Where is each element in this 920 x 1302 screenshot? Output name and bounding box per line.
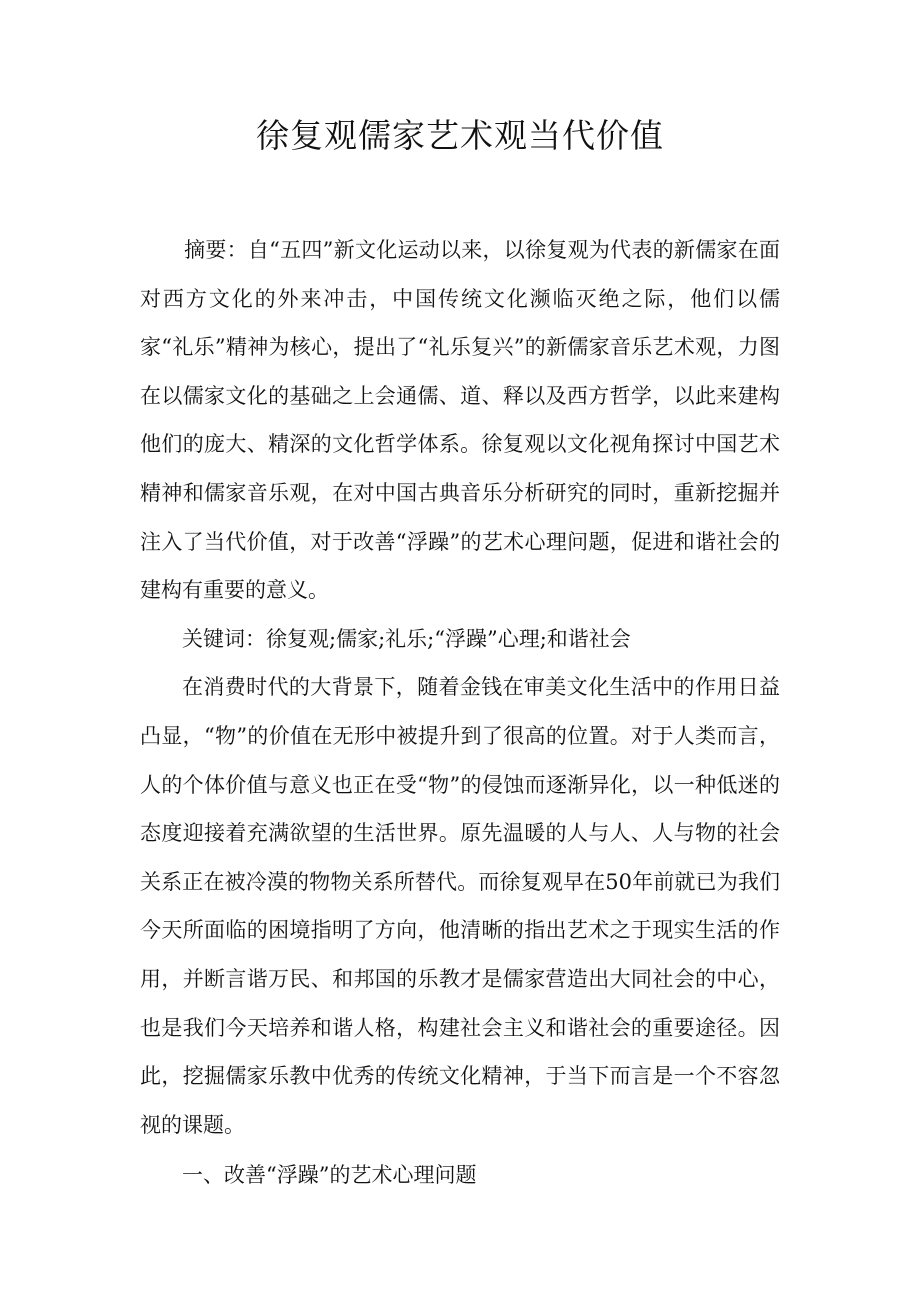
abstract-paragraph: 摘要：自“五四”新文化运动以来，以徐复观为代表的新儒家在面对西方文化的外来冲击，中国传统文化濒临灭绝之际，他们以儒家“礼乐”精神为核心，提出了“礼乐复兴”的新儒家音乐艺术观，力图在以儒家文化的基础之上会通儒、道、释以及西方哲学，以此来建构他们的庞大、精深的文化哲学体系。徐复观以文化视角探讨中国艺术精神和儒家音乐观，在对中国古典音乐分析研究的同时，重新挖掘并注入了当代价值，对于改善“浮躁”的艺术心理问题，促进和谐社会的建构有重要的意义。 xyxy=(140,238,780,603)
intro-paragraph: 在消费时代的大背景下，随着金钱在审美文化生活中的作用日益凸显，“物”的价值在无形中被提升到了很高的位置。对于人类而言，人的个体价值与意义也正在受“物”的侵蚀而逐渐异化，以一种低迷的态度迎接着充满欲望的生活世界。原先温暖的人与人、人与物的社会关系正在被冷漠的物物关系所替代。而徐复观早在50年前就已为我们今天所面临的困境指明了方向，他清晰的指出艺术之于现实生活的作用，并断言谐万民、和邦国的乐教才是儒家营造出大同社会的中心，也是我们今天培养和谐人格，构建社会主义和谐社会的重要途径。因此，挖掘儒家乐教中优秀的传统文化精神，于当下而言是一个不容忽视的课题。 xyxy=(140,675,780,1137)
document-title: 徐复观儒家艺术观当代价值 xyxy=(256,116,664,155)
keywords-line: 关键词：徐复观;儒家;礼乐;“浮躁”心理;和谐社会 xyxy=(182,626,631,651)
document-body xyxy=(140,226,780,1200)
section-heading: 一、改善“浮躁”的艺术心理问题 xyxy=(182,1163,477,1188)
